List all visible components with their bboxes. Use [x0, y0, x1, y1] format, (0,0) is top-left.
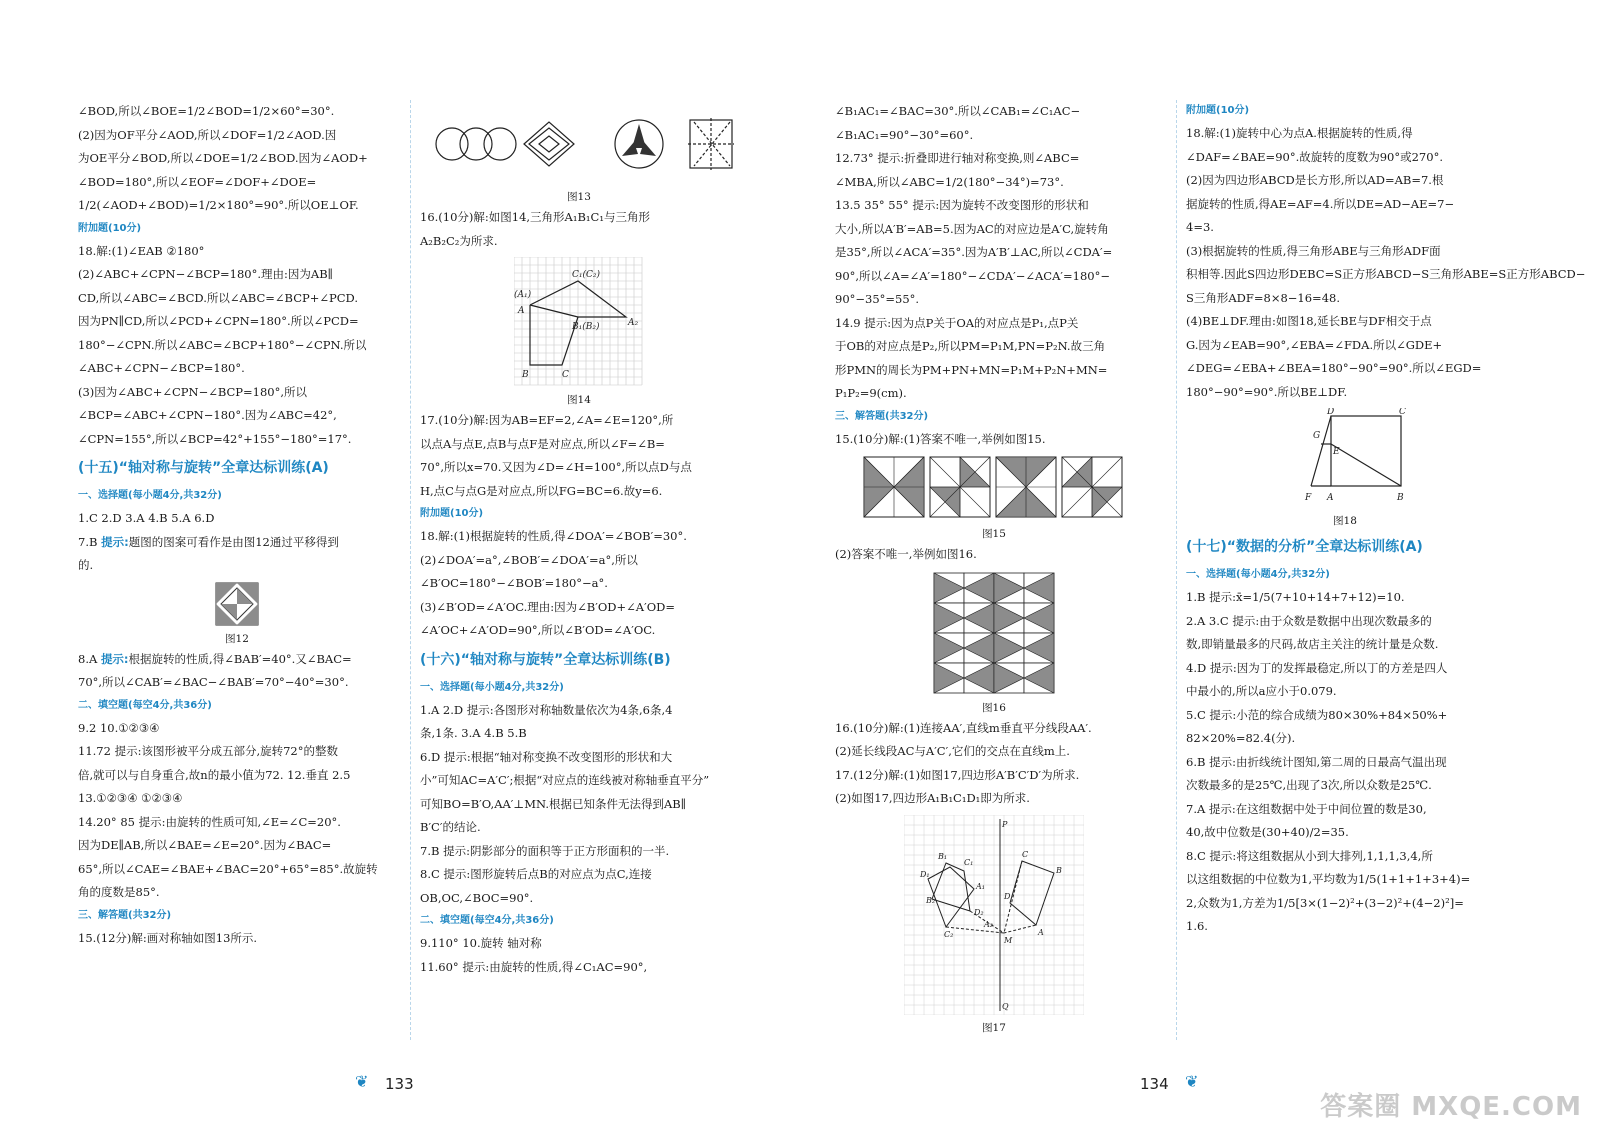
fig14-label-a2: A₂	[628, 318, 639, 328]
text-line: (4)BE⊥DF.理由:如图18,延长BE与DF相交于点	[1186, 314, 1432, 328]
text-line: 18.解:(1)旋转中心为点A.根据旋转的性质,得	[1186, 126, 1413, 140]
text-line: 82×20%=82.4(分).	[1186, 731, 1296, 745]
column-2	[420, 100, 738, 979]
text-line: 可知BO=B′O,AA′⊥MN.根据已知条件无法得到AB∥	[420, 796, 687, 811]
text-line: 40,故中位数是(30+40)/2=35.	[1186, 825, 1349, 839]
answers-17	[1186, 586, 1504, 939]
q15-line: 15.(12分)解:画对称轴如图13所示.	[78, 930, 258, 945]
text-line: OB,OC,∠BOC=90°.	[420, 890, 534, 905]
text-line: 积相等.因此S四边形DEBC=S正方形ABCD−S三角形ABE=S正方形ABCD−	[1186, 267, 1586, 281]
text-line: 1/2(∠AOD+∠BOD)=1/2×180°=90°.所以OE⊥OF.	[78, 198, 359, 212]
q17-block	[420, 409, 738, 503]
column-4	[1186, 100, 1586, 939]
fig18-label-c: C	[1399, 408, 1406, 417]
q16-block	[420, 206, 738, 253]
fig14-label-a: A	[518, 306, 525, 316]
fig17-label-m: M	[1004, 935, 1013, 945]
text-line: (3)∠B′OD=∠A′OC.理由:因为∠B′OD+∠A′OD=	[420, 599, 675, 614]
text-line: 1.A 2.D 提示:各图形对称轴数量依次为4条,6条,4	[420, 702, 673, 717]
fig17-label-b: B	[1056, 865, 1062, 875]
q15-16-line: 15.(10分)解:(1)答案不唯一,举例如图15.	[835, 431, 1046, 446]
text-line: H,点C与点G是对应点,所以FG=BC=6.故y=6.	[420, 483, 663, 498]
text-line: (2)延长线段AC与A′C′,它们的交点在直线m上.	[835, 744, 1070, 758]
fig14-label-c: C	[562, 370, 569, 380]
q7-tip: 提示:	[101, 534, 129, 549]
text-line: 因为DE∥AB,所以∠BAE=∠E=20°.因为∠BAC=	[78, 838, 332, 852]
fig18-label-b: B	[1397, 493, 1404, 503]
text-line: 14.9 提示:因为点P关于OA的对应点是P₁,点P关	[835, 315, 1079, 330]
q7-line-2: 的.	[78, 558, 94, 572]
section-choice-15: 一、选择题(每小题4分,共32分)	[78, 490, 222, 501]
text-line: ∠BOD,所以∠BOE=1/2∠BOD=1/2×60°=30°.	[78, 104, 335, 118]
section-fill-15: 二、填空题(每空4分,共36分)	[78, 699, 212, 711]
text-line: 7.A 提示:在这组数据中处于中间位置的数是30,	[1186, 801, 1427, 816]
column-divider-right	[1176, 100, 1177, 1040]
text-line: 1.B 提示:x̄=1/5(7+10+14+7+12)=10.	[1186, 590, 1405, 604]
text-line: ∠CPN=155°,所以∠BCP=42°+155°−180°=17°.	[78, 431, 352, 446]
text-line: 是35°,所以∠ACA′=35°.因为A′B′⊥AC,所以∠CDA′=	[835, 245, 1113, 259]
text-line: ∠B₁AC₁=∠BAC=30°.所以∠CAB₁=∠C₁AC−	[835, 104, 1081, 118]
section-choice-16: 一、选择题(每小题4分,共32分)	[420, 681, 564, 693]
text-line: 为OE平分∠BOD,所以∠DOE=1/2∠BOD.因为∠AOD+	[78, 151, 368, 165]
section-fujia-4: 附加题(10分)	[1186, 105, 1250, 116]
fig18-label-f: F	[1305, 493, 1312, 503]
fig17-label-c: C	[1022, 849, 1029, 859]
q8-text: 70°,所以∠CAB′=∠BAC−∠BAB′=70°−40°=30°.	[78, 675, 349, 689]
text-line: ∠A′OC+∠A′OD=90°,所以∠B′OD=∠A′OC.	[420, 623, 656, 637]
section-answer-15: 三、解答题(共32分)	[78, 909, 172, 921]
text-line: (2)因为OF平分∠AOD,所以∠DOF=1/2∠AOD.因	[78, 127, 337, 142]
fig17-label-p: P	[1002, 819, 1008, 829]
section-answer-16: 三、解答题(共32分)	[835, 410, 929, 422]
text-line: (3)根据旋转的性质,得三角形ABE与三角形ADF面	[1186, 243, 1441, 258]
text-line: 形PMN的周长为PM+PN+MN=P₁M+P₂N+MN=	[835, 362, 1108, 377]
text-line: 180°−∠CPN.所以∠ABC=∠BCP+180°−∠CPN.所以	[78, 337, 367, 352]
figure-18-caption: 图18	[1333, 515, 1357, 527]
text-line: 小”可知AC=A′C′;根据“对应点的连线被对称轴垂直平分”	[420, 773, 710, 787]
fig17-label-a2: A₂	[984, 919, 993, 929]
text-line: ∠ABC+∠CPN−∠BCP=180°.	[78, 361, 245, 375]
page-number-right: 134	[1140, 1075, 1169, 1093]
text-line: 4=3.	[1186, 220, 1214, 234]
heading-16: (十六)“轴对称与旋转”全章达标训练(B)	[420, 651, 671, 668]
text-line: 8.C 提示:图形旋转后点B的对应点为点C,连接	[420, 867, 652, 881]
section-fujia-1: 附加题(10分)	[78, 222, 142, 234]
text-line: 大小,所以A′B′=AB=5.因为AC的对应边是A′C,旋转角	[835, 221, 1109, 236]
text-line: 11.72 提示:该图形被平分成五部分,旋转72°的整数	[78, 744, 338, 758]
text-line: 8.C 提示:将这组数据从小到大排列,1,1,1,3,4,所	[1186, 848, 1433, 863]
text-line: (2)∠ABC+∠CPN−∠BCP=180°.理由:因为AB∥	[78, 267, 333, 281]
fig18-label-d: D	[1327, 408, 1335, 417]
figure-13	[424, 104, 734, 184]
text-line: ∠BCP=∠ABC+∠CPN−180°.因为∠ABC=42°,	[78, 408, 337, 422]
fig14-label-a1: (A₁)	[514, 290, 532, 300]
figure-15-caption: 图15	[982, 528, 1006, 540]
text-line: 13.5 35° 55° 提示:因为旋转不改变图形的形状和	[835, 198, 1089, 212]
text-line: S三角形ADF=8×8−16=48.	[1186, 290, 1340, 305]
text-line: 数,即销量最多的尺码,故店主关注的统计量是众数.	[1186, 637, 1439, 651]
text-line: 9.2 10.①②③④	[78, 720, 160, 735]
text-line: CD,所以∠ABC=∠BCD.所以∠ABC=∠BCP+∠PCD.	[78, 290, 359, 305]
col1-text-block	[78, 100, 396, 218]
text-line: 据旋转的性质,得AE=AF=4.所以DE=AD−AE=7−	[1186, 196, 1455, 211]
text-line: 于OB的对应点是P₂,所以PM=P₁M,PN=P₂N.故三角	[835, 339, 1106, 353]
figure-14	[514, 257, 644, 387]
text-line: 6.D 提示:根据“轴对称变换不改变图形的形状和大	[420, 749, 673, 764]
q8-block	[78, 648, 396, 695]
heading-15: (十五)“轴对称与旋转”全章达标训练(A)	[78, 460, 329, 476]
text-line: 14.20° 85 提示:由旋转的性质可知,∠E=∠C=20°.	[78, 814, 341, 829]
text-line: 次数最多的是25℃,出现了3次,所以众数是25℃.	[1186, 778, 1432, 792]
text-line: 4.D 提示:因为丁的发挥最稳定,所以丁的方差是四人	[1186, 660, 1448, 675]
text-line: A₂B₂C₂为所求.	[420, 233, 498, 248]
section-fujia-2: 附加题(10分)	[420, 508, 484, 519]
col1-text-block-2	[78, 240, 396, 452]
text-line: 16.(10分)解:如图14,三角形A₁B₁C₁与三角形	[420, 210, 650, 224]
figure-15	[862, 455, 1126, 521]
watermark-logo: 答案圈 MXQE.COM	[1320, 1092, 1582, 1122]
fig14-label-c1: C₁(C₂)	[572, 270, 601, 280]
leaf-icon-left: ❦	[355, 1072, 369, 1091]
figure-17	[904, 815, 1084, 1015]
text-line: ∠DAF=∠BAE=90°.故旋转的度数为90°或270°.	[1186, 149, 1443, 164]
text-line: 90°−35°=55°.	[835, 292, 920, 306]
text-line: 17.(10分)解:因为AB=EF=2,∠A=∠E=120°,所	[420, 413, 674, 427]
fig17-label-c1: C₁	[964, 857, 974, 867]
section-fill-16: 二、填空题(每空4分,共36分)	[420, 915, 554, 926]
text-line: 2.A 3.C 提示:由于众数是数据中出现次数最多的	[1186, 613, 1432, 628]
text-line: (2)因为四边形ABCD是长方形,所以AD=AB=7.根	[1186, 173, 1444, 187]
text-line: 9.110° 10.旋转 轴对称	[420, 936, 542, 950]
text-line: 以点A与点E,点B与点F是对应点,所以∠F=∠B=	[420, 436, 665, 451]
figure-12	[215, 582, 259, 626]
text-line: P₁P₂=9(cm).	[835, 386, 907, 400]
fig17-label-b2: B₂	[926, 895, 936, 905]
text-line: G.因为∠EAB=90°,∠EBA=∠FDA.所以∠GDE+	[1186, 337, 1443, 352]
text-line: 角的度数是85°.	[78, 885, 160, 899]
fig14-label-b: B	[522, 370, 529, 380]
text-line: 1.6.	[1186, 919, 1208, 933]
section-choice-17: 一、选择题(每小题4分,共32分)	[1186, 569, 1330, 580]
text-line: 18.解:(1)根据旋转的性质,得∠DOA′=∠BOB′=30°.	[420, 529, 687, 543]
q18-block-4	[1186, 122, 1586, 404]
text-line: 180°−90°=90°.所以BE⊥DF.	[1186, 384, 1348, 399]
text-line: 条,1条. 3.A 4.B 5.B	[420, 726, 527, 740]
fig17-label-a: A	[1038, 927, 1044, 937]
leaf-icon-right: ❦	[1185, 1072, 1199, 1091]
text-line: B′C′的结论.	[420, 820, 481, 834]
fig18-label-e: E	[1333, 447, 1340, 457]
text-line: 17.(12分)解:(1)如图17,四边形A′B′C′D′为所求.	[835, 767, 1080, 782]
col3-text-block	[835, 100, 1153, 406]
fig14-label-b1: B₁(B₂)	[572, 322, 600, 332]
fig17-label-a1: A₁	[976, 881, 985, 891]
text-line: ∠B′OC=180°−∠BOB′=180°−a°.	[420, 576, 608, 590]
figure-12-caption: 图12	[225, 632, 249, 645]
fig17-label-q: Q	[1002, 1001, 1009, 1011]
fig17-label-d2: D₂	[974, 907, 984, 917]
fig18-label-a: A	[1327, 493, 1334, 503]
text-line: 90°,所以∠A=∠A′=180°−∠CDA′−∠ACA′=180°−	[835, 268, 1110, 283]
column-divider-left	[410, 100, 411, 1040]
answers-1-6: 1.C 2.D 3.A 4.B 5.A 6.D	[78, 511, 215, 525]
figure-14-caption: 图14	[567, 394, 591, 406]
text-line: ∠B₁AC₁=90°−30°=60°.	[835, 127, 974, 142]
answers-16	[420, 699, 738, 911]
text-line: 18.解:(1)∠EAB ②180°	[78, 243, 205, 258]
figure-17-caption: 图17	[982, 1021, 1006, 1034]
text-line: ∠MBA,所以∠ABC=1/2(180°−34°)=73°.	[835, 174, 1064, 189]
fig17-label-c2: C₂	[944, 929, 954, 939]
text-line: 16.(10分)解:(1)连接AA′,直线m垂直平分线段AA′.	[835, 720, 1092, 735]
fig18-label-g: G	[1313, 431, 1321, 441]
text-line: 中最小的,所以a应小于0.079.	[1186, 684, 1337, 698]
text-line: 12.73° 提示:折叠即进行轴对称变换,则∠ABC=	[835, 151, 1080, 165]
column-1	[78, 100, 396, 950]
text-line: 以这组数据的中位数为1,平均数为1/5(1+1+1+3+4)=	[1186, 872, 1471, 886]
q7-no: 7.B	[78, 534, 98, 549]
text-line: ∠DEG=∠EBA+∠BEA=180°−90°=90°.所以∠EGD=	[1186, 361, 1482, 375]
page-number-left: 133	[385, 1075, 414, 1093]
q8-line	[78, 648, 396, 672]
fill-answers-16	[420, 932, 738, 979]
text-line: 70°,所以x=70.又因为∠D=∠H=100°,所以点D与点	[420, 460, 692, 474]
text-line: 11.60° 提示:由旋转的性质,得∠C₁AC=90°,	[420, 959, 648, 974]
q8-tip: 提示:	[100, 651, 129, 666]
text-line: ∠BOD=180°,所以∠EOF=∠DOF+∠DOE=	[78, 174, 317, 189]
text-line: 5.C 提示:小范的综合成绩为80×30%+84×50%+	[1186, 707, 1448, 722]
q7-line	[78, 531, 396, 555]
figure-18	[1275, 408, 1415, 508]
text-line: 倍,就可以与自身重合,故n的最小值为72. 12.垂直 2.5	[78, 767, 351, 782]
text-line: 6.B 提示:由折线统计图知,第二周的日最高气温出现	[1186, 754, 1447, 769]
text-line: (2)如图17,四边形A₁B₁C₁D₁即为所求.	[835, 791, 1030, 805]
text-line: 13.①②③④ ①②③④	[78, 791, 183, 805]
q8-no: 8.A	[78, 651, 101, 666]
q8-text: 根据旋转的性质,得∠BAB′=40°.又∠BAC=	[128, 651, 352, 666]
fig17-label-d: D	[1004, 891, 1011, 901]
figure-13-caption: 图13	[567, 191, 591, 203]
text-line: (3)因为∠ABC+∠CPN−∠BCP=180°,所以	[78, 384, 308, 399]
fig17-label-d1: D₁	[920, 869, 930, 879]
q15b-line: (2)答案不唯一,举例如图16.	[835, 547, 977, 561]
text-line: 7.B 提示:阴影部分的面积等于正方形面积的一半.	[420, 843, 670, 858]
figure-16	[932, 571, 1056, 695]
text-line: (2)∠DOA′=a°,∠BOB′=∠DOA′=a°,所以	[420, 552, 638, 567]
q16-17-block	[835, 717, 1153, 811]
q8-line	[78, 671, 396, 695]
fig17-label-b1: B₁	[938, 851, 948, 861]
column-3	[835, 100, 1153, 1037]
q7-text: 题图的图案可看作是由图12通过平移得到	[128, 534, 339, 549]
heading-17: (十七)“数据的分析”全章达标训练(A)	[1186, 539, 1423, 555]
fill-answers-15	[78, 717, 396, 905]
text-line: 65°,所以∠CAE=∠BAE+∠BAC=20°+65°=85°.故旋转	[78, 861, 378, 876]
q18-block	[420, 525, 738, 643]
figure-16-caption: 图16	[982, 701, 1006, 714]
text-line: 因为PN∥CD,所以∠PCD+∠CPN=180°.所以∠PCD=	[78, 314, 359, 328]
text-line: 2,众数为1,方差为1/5[3×(1−2)²+(3−2)²+(4−2)²]=	[1186, 895, 1464, 910]
